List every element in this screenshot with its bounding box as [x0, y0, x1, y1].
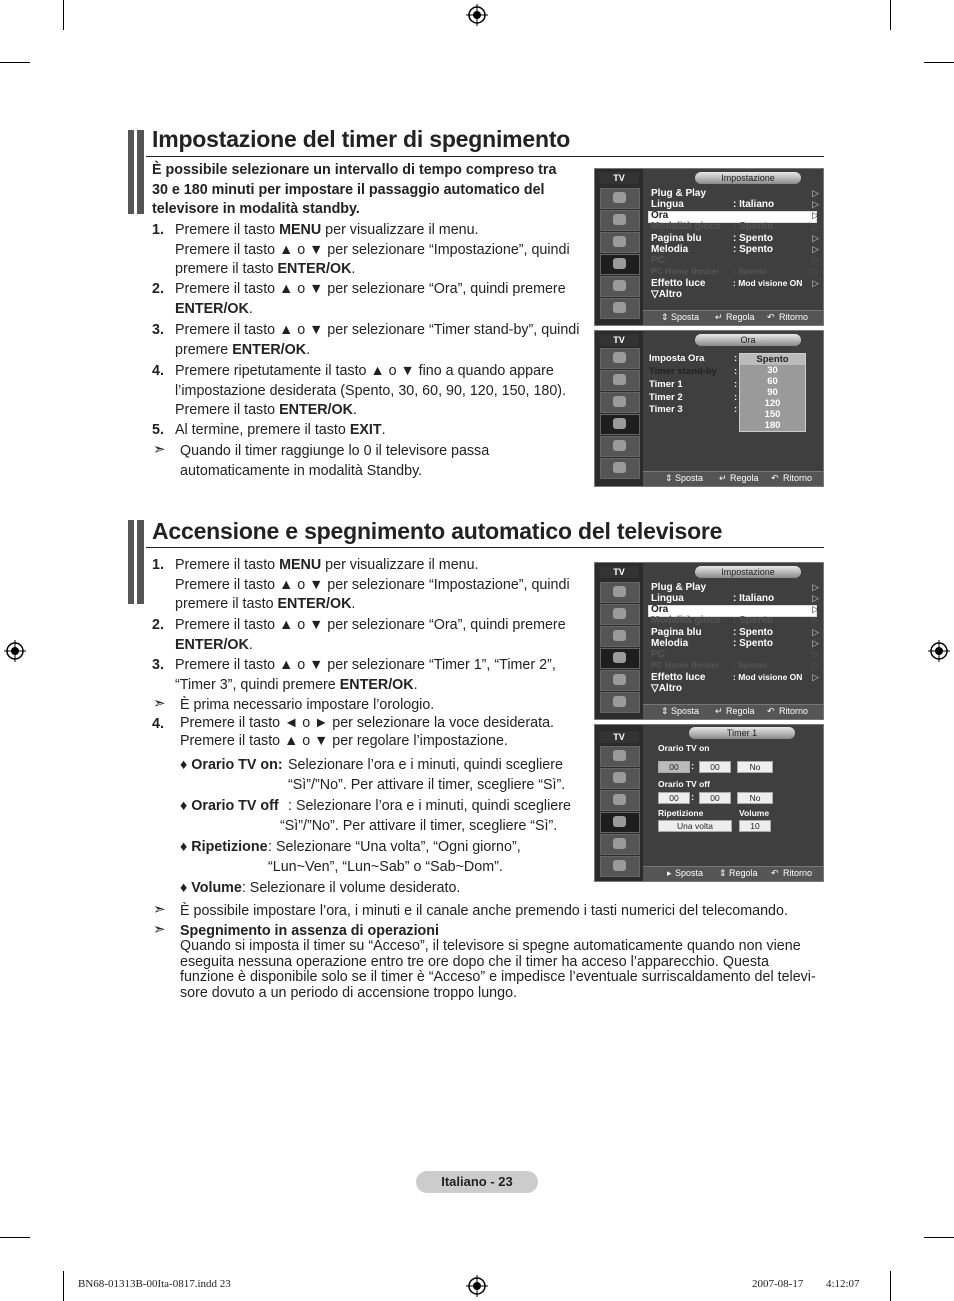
enter-icon: ↵: [715, 312, 723, 322]
crop-mark: [0, 1237, 30, 1238]
arrow-right-icon: ▷: [812, 199, 819, 209]
step-number: 5.: [152, 422, 164, 438]
crop-mark: [924, 62, 954, 63]
sound-icon: [600, 210, 640, 231]
osd-setup-menu: [594, 168, 824, 326]
arrow-right-icon: ▷: [812, 649, 819, 659]
return-icon: ↶: [767, 312, 775, 322]
osd-option[interactable]: 90: [767, 387, 778, 398]
registration-mark-icon: [928, 640, 950, 662]
step: [152, 321, 592, 360]
osd-item[interactable]: Plug & Play: [651, 582, 707, 593]
osd-repeat-field[interactable]: Una volta: [658, 820, 732, 832]
osd-off-minute[interactable]: 00: [699, 792, 731, 804]
osd-colon: :: [691, 761, 695, 772]
osd-timer-menu: [594, 724, 824, 882]
osd-on-minute[interactable]: 00: [699, 761, 731, 773]
channel-icon: [600, 790, 640, 811]
step-text: Premere il tasto ▲ o ▼ per selezionare “Timer 1”, “Timer 2”, “Timer 3”, quindi premere ENTER/OK.: [175, 657, 556, 693]
osd-footer: [643, 704, 823, 719]
osd-item-selected[interactable]: Timer stand-by: [649, 366, 717, 377]
bullet-label: ♦ Volume: [180, 880, 242, 896]
osd-setup-menu: [594, 562, 824, 720]
arrow-right-icon: ▷: [812, 593, 819, 603]
registration-mark-icon: [466, 1275, 488, 1297]
arrow-right-icon: ▷: [812, 604, 819, 614]
osd-footer: [643, 471, 823, 486]
osd-return-label: Ritorno: [779, 312, 809, 322]
section-bar: [128, 130, 144, 214]
osd-item[interactable]: PC Home theater : Spento: [651, 266, 767, 276]
step-text: Premere il tasto ▲ o ▼ per selezionare “Ora”, quindi premere ENTER/OK.: [175, 281, 566, 317]
step-text: Premere il tasto ▲ o ▼ per selezionare “Ora”, quindi premere ENTER/OK.: [175, 617, 566, 653]
osd-on-toggle[interactable]: No: [737, 761, 773, 773]
note-arrow-icon: ➣: [153, 441, 166, 458]
osd-item[interactable]: Timer 3: [649, 404, 683, 415]
move-icon: ⇕: [661, 706, 669, 716]
registration-mark-icon: [466, 4, 488, 26]
osd-label: Orario TV on: [658, 743, 710, 753]
note-text: Quando il timer raggiunge lo 0 il televisore passa automaticamente in modalità Standby.: [180, 443, 490, 479]
move-icon: ▸: [667, 868, 672, 878]
osd-option[interactable]: 60: [767, 376, 778, 387]
osd-item[interactable]: ▽Altro: [651, 289, 683, 300]
osd-colon: :: [734, 404, 738, 415]
step-number: 2.: [152, 617, 164, 633]
osd-option[interactable]: 120: [764, 398, 781, 409]
input-icon: [600, 670, 640, 691]
step: [152, 421, 592, 441]
bullet-orario-off: [180, 797, 575, 836]
osd-ora-menu: [594, 330, 824, 487]
application-icon: [600, 458, 640, 479]
sound-icon: [600, 768, 640, 789]
application-icon: [600, 856, 640, 877]
osd-sidebar: [595, 563, 643, 719]
step-text: Premere ripetutamente il tasto ▲ o ▼ fino a quando appare l’impostazione desiderata (Spento, 30, 60, 90, 120, 150, 180). Premere il tasto ENTER/OK.: [175, 363, 567, 418]
arrow-right-icon: ▷: [812, 627, 819, 637]
step-number: 2.: [152, 281, 164, 297]
osd-tv-tab: TV: [599, 334, 639, 346]
arrow-right-icon: ▷: [812, 582, 819, 592]
osd-sidebar: [595, 169, 643, 325]
step-number: 4.: [152, 363, 164, 379]
section-bar: [128, 520, 144, 604]
channel-icon: [600, 626, 640, 647]
arrow-right-icon: ▷: [812, 278, 819, 288]
bullet-label: ♦ Ripetizione: [180, 839, 268, 855]
note-arrow-icon: ➣: [153, 921, 166, 938]
step: [152, 221, 592, 280]
osd-title: Timer 1: [689, 727, 795, 739]
sound-icon: [600, 604, 640, 625]
channel-icon: [600, 232, 640, 253]
note-text: È possibile impostare l’ora, i minuti e il canale anche premendo i tasti numerici del telecomando.: [180, 903, 788, 919]
crop-mark: [63, 0, 64, 30]
osd-colon: :: [734, 353, 738, 364]
arrow-right-icon: ▷: [812, 638, 819, 648]
picture-icon: [600, 582, 640, 603]
osd-item[interactable]: Imposta Ora: [649, 353, 705, 364]
osd-move-label: Sposta: [671, 312, 700, 322]
arrow-right-icon: ▷: [812, 660, 819, 670]
setup-icon: [600, 648, 640, 669]
osd-item[interactable]: Effetto luce : Mod visione ON: [651, 672, 803, 683]
note-title: Spegnimento in assenza di operazioni: [180, 923, 439, 939]
osd-item[interactable]: Pagina blu : Spento: [651, 233, 773, 244]
note-arrow-icon: ➣: [153, 901, 166, 918]
osd-on-hour[interactable]: 00: [658, 761, 690, 773]
picture-icon: [600, 188, 640, 209]
enter-icon: ↵: [719, 473, 727, 483]
bullet-volume: [180, 879, 575, 899]
step-number: 3.: [152, 322, 164, 338]
osd-label: Ripetizione: [658, 808, 704, 818]
osd-item[interactable]: PC Home theater : Spento: [651, 660, 767, 670]
intro-text: È possibile selezionare un intervallo di tempo compreso tra 30 e 180 minuti per impostare il passaggio automatico del televisore in modalità standby.: [152, 162, 557, 217]
application-icon: [600, 298, 640, 319]
osd-colon: :: [691, 792, 695, 803]
bullet-label: ♦ Orario TV off: [180, 798, 279, 814]
osd-item[interactable]: Plug & Play: [651, 188, 707, 199]
step-text: Premere il tasto ▲ o ▼ per selezionare “Timer stand-by”, quindi premere ENTER/OK.: [175, 322, 580, 358]
step-text: Al termine, premere il tasto EXIT.: [175, 422, 386, 438]
input-icon: [600, 276, 640, 297]
osd-option[interactable]: 30: [767, 365, 778, 376]
arrow-right-icon: ▷: [812, 255, 819, 265]
step: [152, 362, 592, 421]
osd-sidebar: [595, 725, 643, 881]
crop-mark: [924, 1237, 954, 1238]
crop-mark: [890, 0, 891, 30]
return-icon: ↶: [771, 868, 779, 878]
arrow-right-icon: ▷: [812, 210, 819, 220]
move-icon: ⇕: [665, 473, 673, 483]
osd-return-label: Ritorno: [779, 706, 809, 716]
arrow-right-icon: ▷: [812, 244, 819, 254]
step-number: 1.: [152, 557, 164, 573]
osd-title: Impostazione: [695, 172, 801, 184]
osd-move-label: Sposta: [675, 868, 704, 878]
osd-option[interactable]: 150: [764, 409, 781, 420]
osd-item[interactable]: PC: [651, 649, 665, 660]
osd-item[interactable]: Lingua : Italiano: [651, 199, 775, 210]
osd-off-toggle[interactable]: No: [737, 792, 773, 804]
section-title: Impostazione del timer di spegnimento: [152, 126, 571, 152]
crop-mark: [63, 1271, 64, 1301]
osd-title: Impostazione: [695, 566, 801, 578]
osd-item[interactable]: PC: [651, 255, 665, 266]
osd-item[interactable]: Effetto luce : Mod visione ON: [651, 278, 803, 289]
return-icon: ↶: [767, 706, 775, 716]
osd-item-selected[interactable]: Ora: [651, 604, 669, 615]
osd-title: Ora: [695, 334, 801, 346]
osd-sidebar: [595, 331, 643, 486]
channel-icon: [600, 392, 640, 413]
osd-label: Volume: [739, 808, 770, 818]
osd-colon: :: [734, 366, 738, 377]
setup-icon: [600, 254, 640, 275]
osd-off-hour[interactable]: 00: [658, 792, 690, 804]
arrow-right-icon: ▷: [812, 615, 819, 625]
osd-adjust-label: Regola: [726, 312, 755, 322]
bullet-text: : Selezionare “Una volta”, “Ogni giorno”, “Lun~Ven”, “Lun~Sab” o “Sab~Dom”.: [268, 839, 521, 875]
arrow-right-icon: ▷: [812, 266, 819, 276]
input-icon: [600, 834, 640, 855]
arrow-right-icon: ▷: [812, 188, 819, 198]
osd-option[interactable]: 180: [764, 420, 781, 431]
bullet-text: : Selezionare il volume desiderato.: [241, 880, 461, 896]
osd-option-selected[interactable]: Spento: [740, 354, 805, 365]
osd-item-selected[interactable]: Ora: [651, 210, 669, 221]
footer-file: BN68-01313B-00Ita-0817.indd 23: [78, 1278, 231, 1290]
move-icon: ⇕: [661, 312, 669, 322]
osd-colon: :: [734, 379, 738, 390]
arrow-right-icon: ▷: [812, 672, 819, 682]
osd-label: Orario TV off: [658, 779, 710, 789]
bullet-ripetizione: [180, 838, 575, 877]
osd-return-label: Ritorno: [783, 868, 813, 878]
step: [152, 280, 592, 319]
step-number: 1.: [152, 222, 164, 238]
arrow-right-icon: ▷: [812, 221, 819, 231]
bullet-text: Selezionare l’ora e i minuti, quindi scegliere “Sì”/”No”. Per attivare il timer, scegliere “Sì”.: [288, 757, 566, 793]
bullet-orario-on: [180, 756, 575, 795]
osd-move-label: Sposta: [675, 473, 704, 483]
section-rule: [146, 547, 824, 548]
osd-return-label: Ritorno: [783, 473, 813, 483]
step-text: Premere il tasto MENU per visualizzare il menu. Premere il tasto ▲ o ▼ per selezionare “Impostazione”, quindi premere il tasto ENTER/OK.: [175, 557, 570, 612]
osd-item[interactable]: ▽Altro: [651, 683, 683, 694]
footer-date: 2007-08-17 ￿￿ 4:12:07: [752, 1278, 860, 1290]
application-icon: [600, 692, 640, 713]
step: [152, 656, 592, 695]
osd-item[interactable]: Melodia : Spento: [651, 244, 773, 255]
input-icon: [600, 436, 640, 457]
osd-item[interactable]: Modalità gioco : Spento: [651, 221, 773, 232]
step: [152, 616, 592, 655]
osd-colon: :: [734, 392, 738, 403]
arrow-right-icon: ▷: [812, 233, 819, 243]
osd-item[interactable]: Timer 1: [649, 379, 683, 390]
osd-footer: [643, 866, 823, 881]
step-text: Premere il tasto MENU per visualizzare il menu. Premere il tasto ▲ o ▼ per selezionare “Impostazione”, quindi premere il tasto ENTER/OK.: [175, 222, 570, 277]
note-text: È prima necessario impostare l’orologio.: [180, 697, 435, 713]
adjust-icon: ⇕: [719, 868, 727, 878]
step-number: 4.: [152, 716, 164, 732]
crop-mark: [0, 62, 30, 63]
bullet-text: : Selezionare l’ora e i minuti, quindi scegliere “Sì”/”No”. Per attivare il timer, scegliere “Sì”.: [280, 798, 571, 834]
osd-move-label: Sposta: [671, 706, 700, 716]
section-rule: [146, 156, 824, 157]
osd-item[interactable]: Pagina blu : Spento: [651, 627, 773, 638]
step-number: 3.: [152, 657, 164, 673]
osd-item[interactable]: Melodia : Spento: [651, 638, 773, 649]
page-number: Italiano - 23: [416, 1171, 538, 1193]
osd-adjust-label: Regola: [729, 868, 758, 878]
note-text: Quando si imposta il timer su “Acceso”, il televisore si spegne automaticamente quando non viene eseguita nessuna operazione entro tre ore dopo che il timer ha acceso l’apparecchio. Questa funzione è disponibile solo se il timer è “Acceso” e impedisce l’eventuale surriscaldamento del televi-sore dovuto a un periodo di accensione troppo lungo.: [180, 938, 816, 1002]
picture-icon: [600, 348, 640, 369]
sound-icon: [600, 370, 640, 391]
return-icon: ↶: [771, 473, 779, 483]
crop-mark: [890, 1271, 891, 1301]
osd-timer-options[interactable]: [739, 353, 806, 432]
setup-icon: [600, 414, 640, 435]
osd-item[interactable]: Modalità gioco : Spento: [651, 615, 773, 626]
osd-tv-tab: TV: [599, 566, 639, 578]
osd-volume-field[interactable]: 10: [739, 820, 771, 832]
osd-item[interactable]: Timer 2: [649, 392, 683, 403]
osd-adjust-label: Regola: [726, 706, 755, 716]
osd-tv-tab: TV: [599, 172, 639, 184]
osd-footer: [643, 310, 823, 325]
setup-icon: [600, 812, 640, 833]
step-text: Premere il tasto ◄ o ► per selezionare la voce desiderata. Premere il tasto ▲ o ▼ per regolare l’impostazione.: [180, 715, 554, 749]
osd-item[interactable]: Lingua : Italiano: [651, 593, 775, 604]
bullet-label: ♦ Orario TV on:: [180, 757, 283, 773]
step: [152, 556, 592, 615]
registration-mark-icon: [4, 640, 26, 662]
note-arrow-icon: ➣: [153, 695, 166, 712]
picture-icon: [600, 746, 640, 767]
enter-icon: ↵: [715, 706, 723, 716]
section-title: Accensione e spegnimento automatico del televisore: [152, 518, 723, 544]
osd-adjust-label: Regola: [730, 473, 759, 483]
osd-tv-tab: TV: [599, 731, 639, 743]
